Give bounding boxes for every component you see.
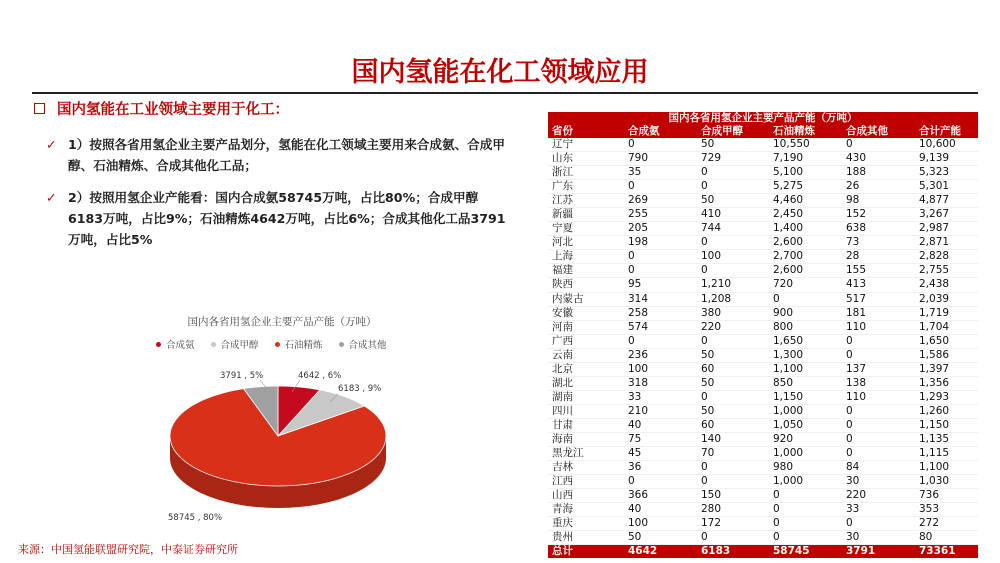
table-cell: 269 [628, 194, 649, 207]
table-cell: 山东 [552, 152, 573, 165]
table-header-row [548, 125, 978, 138]
pie-data-label: 58745 , 80% [168, 513, 223, 523]
table-cell: 1,704 [919, 320, 950, 333]
section-heading-text: 国内氢能在工业领域主要用于化工： [57, 102, 289, 118]
legend-dot [339, 342, 344, 347]
legend-item [156, 337, 195, 351]
table-cell: 850 [773, 376, 794, 389]
table-cell: 3,267 [919, 208, 950, 221]
capacity-table [548, 112, 978, 558]
table-cell: 5,323 [919, 166, 950, 179]
table-cell: 陕西 [552, 278, 573, 291]
table-cell: 30 [846, 475, 860, 488]
table-row [548, 517, 978, 531]
legend-dot [211, 342, 216, 347]
table-row [548, 348, 978, 362]
legend-label: 石油精炼 [284, 340, 323, 351]
table-cell: 790 [628, 152, 649, 165]
table-cell: 辽宁 [552, 138, 573, 151]
table-cell: 2,450 [773, 208, 804, 221]
table-cell: 137 [846, 362, 867, 375]
table-cell: 0 [701, 264, 708, 277]
table-cell: 0 [773, 503, 780, 516]
table-cell: 84 [846, 461, 860, 474]
table-cell: 366 [628, 489, 649, 502]
table-cell: 0 [846, 334, 853, 347]
table-cell: 430 [846, 152, 867, 165]
table-row [548, 180, 978, 194]
table-cell: 广西 [552, 334, 573, 347]
table-cell: 黑龙江 [552, 447, 584, 460]
legend-label: 合成其他 [348, 340, 387, 351]
table-cell: 广东 [552, 180, 573, 193]
table-row [548, 236, 978, 250]
table-cell: 314 [628, 292, 649, 305]
header-methanol: 合成甲醇 [697, 125, 769, 138]
table-cell: 福建 [552, 264, 573, 277]
page-title: 国内氢能在化工领域应用 [351, 57, 649, 88]
table-cell: 10,600 [919, 138, 956, 151]
table-cell: 150 [701, 489, 722, 502]
table-cell: 110 [846, 390, 867, 403]
table-cell: 1,000 [773, 447, 804, 460]
table-row [548, 461, 978, 475]
header-total: 合计产能 [915, 125, 978, 138]
table-cell: 0 [846, 447, 853, 460]
pie-data-label: 3791 , 5% [220, 371, 264, 381]
table-row [548, 194, 978, 208]
table-row [548, 432, 978, 446]
table-cell: 海南 [552, 433, 573, 445]
table-cell: 172 [701, 517, 722, 530]
table-cell: 1,356 [919, 376, 950, 389]
table-cell: 100 [701, 250, 722, 263]
table-cell: 1,000 [773, 404, 804, 417]
table-row [548, 503, 978, 517]
table-cell: 188 [846, 166, 867, 179]
table-cell: 1,115 [919, 447, 950, 460]
table-row [548, 334, 978, 348]
table-cell: 380 [701, 306, 722, 319]
table-cell: 湖南 [552, 390, 573, 403]
table-cell: 50 [701, 194, 715, 207]
table-cell: 110 [846, 320, 867, 333]
table-cell: 517 [846, 292, 867, 305]
table-cell: 甘肃 [552, 418, 573, 431]
table-cell: 1,135 [919, 433, 950, 445]
chart-legend [156, 337, 387, 351]
total-ammonia: 4642 [624, 545, 697, 559]
table-cell: 0 [846, 138, 853, 151]
table-cell: 5,301 [919, 180, 950, 193]
legend-item [211, 337, 259, 351]
table-row [548, 489, 978, 503]
table-cell: 255 [628, 208, 649, 221]
table-cell: 0 [628, 180, 635, 193]
table-cell: 2,700 [773, 250, 804, 263]
table-cell: 0 [773, 292, 780, 305]
table-cell: 1,650 [919, 334, 950, 347]
table-cell: 1,100 [773, 362, 804, 375]
table-cell: 0 [846, 348, 853, 361]
table-cell: 50 [628, 531, 642, 544]
bullet-text-1: 1）按照各省用氢企业主要产品划分，氢能在化工领域主要用来合成氨、合成甲醇、石油精炼、合成其他化工品； [68, 137, 505, 173]
table-cell: 60 [701, 362, 715, 375]
table-cell: 2,600 [773, 264, 804, 277]
table-row [548, 138, 978, 152]
table-cell: 安徽 [552, 306, 573, 319]
title-divider [32, 92, 978, 94]
table-cell: 5,275 [773, 180, 804, 193]
table-cell: 36 [628, 461, 642, 474]
table-row [548, 250, 978, 264]
table-cell: 2,438 [919, 278, 950, 291]
table-row [548, 166, 978, 180]
table-cell: 800 [773, 320, 794, 333]
table-cell: 236 [628, 348, 649, 361]
table-cell: 0 [628, 475, 635, 488]
table-cell: 0 [846, 433, 853, 445]
table-cell: 744 [701, 222, 722, 235]
total-label: 总计 [548, 545, 624, 559]
table-cell: 5,100 [773, 166, 804, 179]
table-cell: 1,208 [701, 292, 732, 305]
table-cell: 云南 [552, 348, 573, 361]
table-cell: 1,000 [773, 475, 804, 488]
table-cell: 2,828 [919, 250, 950, 263]
table-cell: 138 [846, 376, 867, 389]
table-cell: 河南 [552, 320, 573, 333]
table-cell: 青海 [552, 503, 573, 516]
table-cell: 1,400 [773, 222, 804, 235]
table-cell: 60 [701, 418, 715, 431]
table-cell: 宁夏 [552, 222, 573, 235]
table-cell: 重庆 [552, 517, 573, 530]
table-cell: 0 [773, 517, 780, 530]
chart-title: 国内各省用氢企业主要产品产能（万吨） [187, 316, 377, 328]
check-icon: ✓ [46, 190, 57, 205]
table-cell: 413 [846, 278, 867, 291]
table-cell: 1,719 [919, 306, 950, 319]
table-cell: 1,210 [701, 278, 732, 291]
table-cell: 574 [628, 320, 649, 333]
table-cell: 0 [701, 334, 708, 347]
table-cell: 0 [628, 264, 635, 277]
table-row [548, 418, 978, 432]
table-cell: 浙江 [552, 166, 573, 179]
table-cell: 1,100 [919, 461, 950, 474]
table-cell: 0 [846, 418, 853, 431]
table-cell: 35 [628, 166, 642, 179]
table-cell: 1,260 [919, 404, 950, 417]
table-cell: 40 [628, 503, 642, 516]
table-cell: 北京 [552, 362, 573, 375]
bullet-item-1 [46, 134, 508, 176]
table-cell: 638 [846, 222, 867, 235]
table-cell: 0 [701, 531, 708, 544]
table-cell: 152 [846, 208, 867, 221]
table-cell: 山西 [552, 489, 573, 502]
table-cell: 0 [701, 390, 708, 403]
table-cell: 736 [919, 489, 940, 502]
table-cell: 10,550 [773, 138, 810, 151]
table-cell: 1,150 [773, 390, 804, 403]
table-cell: 2,871 [919, 236, 950, 249]
header-other: 合成其他 [842, 125, 915, 138]
table-cell: 4,877 [919, 194, 950, 207]
table-cell: 95 [628, 278, 642, 291]
table-cell: 50 [701, 376, 715, 389]
table-row [548, 222, 978, 236]
table-row [548, 390, 978, 404]
square-bullet-icon [34, 103, 45, 114]
table-cell: 140 [701, 433, 722, 445]
table-cell: 50 [701, 348, 715, 361]
table-cell: 280 [701, 503, 722, 516]
table-cell: 181 [846, 306, 867, 319]
table-cell: 湖北 [552, 376, 573, 389]
table-cell: 0 [773, 489, 780, 502]
table-cell: 2,039 [919, 292, 950, 305]
table-cell: 0 [628, 138, 635, 151]
table-cell: 1,050 [773, 418, 804, 431]
table-row [548, 306, 978, 320]
table-cell: 贵州 [552, 531, 573, 544]
table-cell: 318 [628, 376, 649, 389]
table-cell: 江苏 [552, 194, 573, 207]
table-cell: 720 [773, 278, 794, 291]
total-other: 3791 [842, 545, 915, 559]
table-cell: 33 [846, 503, 860, 516]
total-refining: 58745 [769, 545, 842, 559]
table-cell: 26 [846, 180, 860, 193]
table-cell: 四川 [552, 404, 573, 417]
table-cell: 1,293 [919, 390, 950, 403]
table-cell: 0 [701, 461, 708, 474]
header-province: 省份 [548, 125, 624, 138]
pie-data-label: 6183 , 9% [338, 384, 382, 394]
table-row [548, 531, 978, 545]
table-cell: 155 [846, 264, 867, 277]
legend-item [339, 337, 387, 351]
table-cell: 50 [701, 138, 715, 151]
table-cell: 0 [628, 250, 635, 263]
table-cell: 0 [628, 334, 635, 347]
table-cell: 吉林 [552, 461, 573, 474]
table-row [548, 320, 978, 334]
table-cell: 2,600 [773, 236, 804, 249]
legend-label: 合成甲醇 [220, 340, 259, 351]
table-cell: 198 [628, 236, 649, 249]
legend-dot [156, 342, 161, 347]
table-cell: 0 [701, 236, 708, 249]
legend-dot [275, 342, 280, 347]
table-cell: 28 [846, 250, 860, 263]
legend-label: 合成氨 [166, 340, 195, 351]
table-row [548, 447, 978, 461]
table-cell: 0 [701, 180, 708, 193]
table-cell: 205 [628, 222, 649, 235]
table-cell: 30 [846, 531, 860, 544]
table-cell: 河北 [552, 236, 573, 249]
table-row [548, 404, 978, 418]
table-cell: 353 [919, 503, 940, 516]
table-cell: 7,190 [773, 152, 804, 165]
table-row [548, 278, 978, 292]
header-ammonia: 合成氨 [624, 125, 697, 138]
table-cell: 1,650 [773, 334, 804, 347]
table-cell: 33 [628, 390, 642, 403]
table-cell: 73 [846, 236, 860, 249]
table-total-row [548, 545, 978, 559]
table-cell: 2,755 [919, 264, 950, 277]
table-cell: 272 [919, 517, 940, 530]
pie-data-label: 4642 , 6% [298, 371, 342, 381]
table-cell: 98 [846, 194, 860, 207]
table-cell: 45 [628, 447, 642, 460]
check-icon: ✓ [46, 137, 57, 152]
table-row [548, 152, 978, 166]
table-cell: 上海 [552, 250, 573, 263]
table-cell: 100 [628, 362, 649, 375]
table-row [548, 362, 978, 376]
table-cell: 900 [773, 306, 794, 319]
table-cell: 4,460 [773, 194, 804, 207]
total-methanol: 6183 [697, 545, 769, 559]
table-row [548, 475, 978, 489]
table-cell: 70 [701, 447, 715, 460]
bullet-item-2 [46, 187, 508, 250]
table-cell: 1,150 [919, 418, 950, 431]
table-title: 国内各省用氢企业主要产品产能（万吨） [548, 112, 978, 125]
table-cell: 1,397 [919, 362, 950, 375]
table-cell: 0 [773, 531, 780, 544]
table-cell: 1,300 [773, 348, 804, 361]
source-note: 来源：中国氢能联盟研究院，中泰证券研究所 [18, 543, 238, 556]
table-cell: 210 [628, 404, 649, 417]
pie-chart [150, 358, 450, 528]
table-cell: 220 [701, 320, 722, 333]
table-cell: 0 [701, 166, 708, 179]
table-cell: 220 [846, 489, 867, 502]
table-row [548, 208, 978, 222]
table-cell: 920 [773, 433, 794, 445]
table-cell: 40 [628, 418, 642, 431]
section-heading [34, 98, 289, 119]
table-cell: 100 [628, 517, 649, 530]
total-sum: 73361 [915, 545, 978, 559]
table-row [548, 376, 978, 390]
bullet-text-2: 2）按照用氢企业产能看：国内合成氨58745万吨，占比80%；合成甲醇6183万吨，占比9%；石油精炼4642万吨，占比6%；合成其他化工品3791万吨，占比5% [68, 190, 506, 247]
table-cell: 2,987 [919, 222, 950, 235]
table-cell: 9,139 [919, 152, 950, 165]
table-cell: 内蒙古 [552, 292, 584, 305]
table-cell: 980 [773, 461, 794, 474]
table-cell: 新疆 [552, 208, 573, 221]
table-cell: 75 [628, 433, 642, 445]
table-cell: 80 [919, 531, 933, 544]
table-cell: 1,030 [919, 475, 950, 488]
table-cell: 258 [628, 306, 649, 319]
legend-item [275, 337, 323, 351]
table-cell: 50 [701, 404, 715, 417]
table-cell: 729 [701, 152, 722, 165]
table-cell: 0 [701, 475, 708, 488]
table-cell: 0 [846, 517, 853, 530]
capacity-grid [548, 125, 978, 558]
table-row [548, 264, 978, 278]
header-refining: 石油精炼 [769, 125, 842, 138]
table-cell: 410 [701, 208, 722, 221]
table-cell: 0 [846, 404, 853, 417]
table-cell: 1,586 [919, 348, 950, 361]
table-cell: 江西 [552, 475, 573, 488]
table-row [548, 292, 978, 306]
